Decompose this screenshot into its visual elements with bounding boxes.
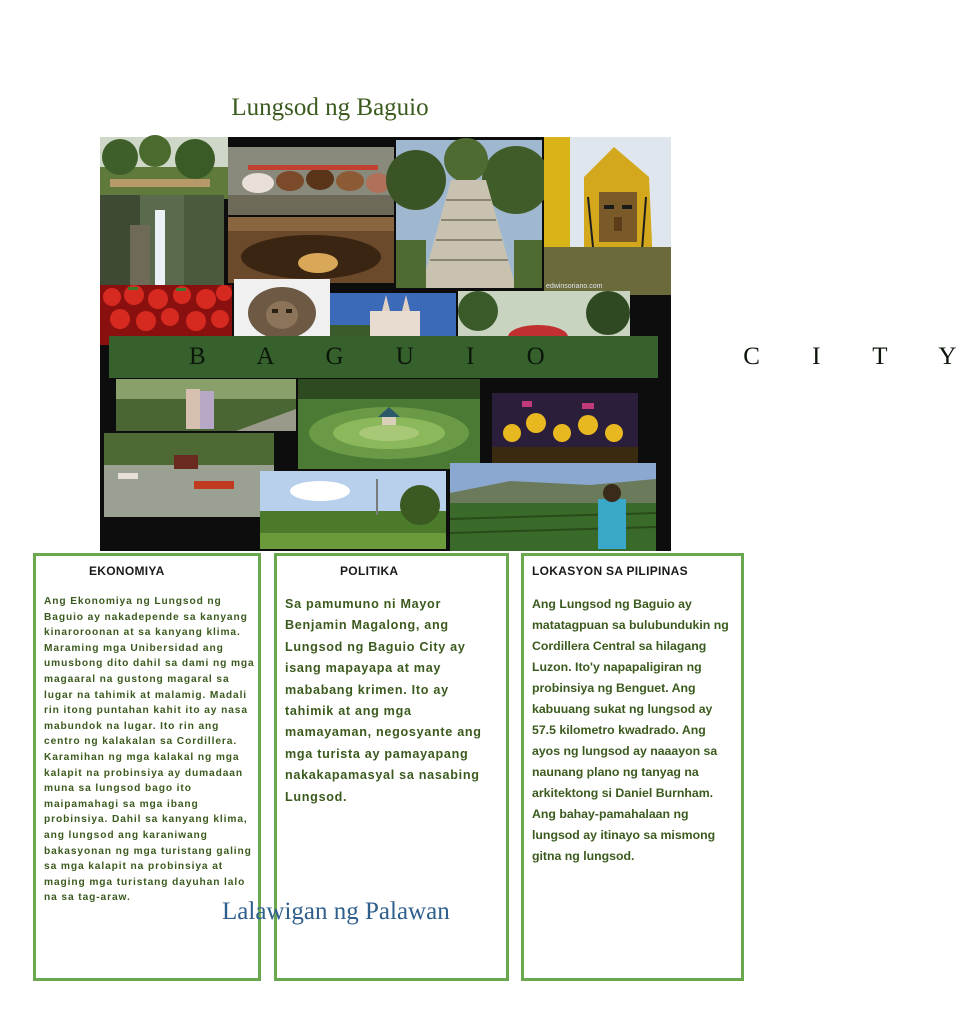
photo-couple-forest (116, 379, 296, 431)
photo-landscape (260, 471, 446, 549)
section-heading: LOKASYON SA PILIPINAS (532, 564, 688, 578)
banner-title: B A G U I O C I T Y (189, 343, 979, 370)
photo-lion-head (234, 279, 330, 337)
section-heading: POLITIKA (340, 564, 399, 578)
photo-horses (228, 147, 394, 215)
section-body: Sa pamumuno ni Mayor Benjamin Magalong, ang Lungsod ng Baguio City ay isang mapayapa at may mababang krimen. Ito ay tahimik at ang mga mamayaman, negosyante ang mga turista ay pamayapang nakakapamasyal sa nasabing Lungsod. (285, 597, 482, 804)
photo-flower-dancers (492, 393, 638, 463)
section-body: Ang Lungsod ng Baguio ay matatagpuan sa bulubundukin ng Cordillera Central sa hilagang Luzon. Ito'y napapaligiran ng probinsiya ng Benguet. Ang kabuuang sukat ng lungsod ay 57.5 kilometro kwadrado. Ang ayos ng lungsod ay naaayon sa naunang plano ng tanyag na arkitektong si Daniel Burnham. Ang bahay-pamahalaan ng lungsod ay itinayo sa mismong gitna ng lungsod. (532, 597, 729, 863)
photo-park-garden (298, 379, 480, 469)
page-title: Lungsod ng Baguio (231, 94, 429, 121)
photo-credit: edwinsoriano.com (546, 283, 603, 290)
photo-pine-hill (100, 137, 228, 199)
photo-cathedral (330, 293, 456, 337)
section-heading: EKONOMIYA (89, 564, 165, 578)
overlay-title: Lalawigan ng Palawan (222, 898, 450, 925)
photo-flower-float (544, 137, 671, 295)
photo-strawberry-farm (450, 463, 656, 551)
banner (109, 336, 979, 378)
photo-cave (228, 217, 394, 283)
section-body: Ang Ekonomiya ng Lungsod ng Baguio ay nakadepende sa kanyang kinaroroonan at sa kanyang klima. Maraming mga Unibersidad ang umusbong dito dahil sa dami ng mga magaaral na gustong magaral sa lugar na tahimik at malamig. Madali rin itong puntahan kahit ito ay nasa mabundok na lugar. Ito rin ang centro ng kalakalan sa Cordillera. Karamihan ng mga kalakal ng mga kalapit na probinsiya ay dumadaan muna sa lungsod bago ito maipamahagi sa mga ibang probinsiya. Dahil sa kanyang klima, ang lungsod ang karaniwang bakasyonan ng mga turistang galing sa mga kalapit na probinsiya at maging mga turistang dayuhan lalo na sa tag-araw. (44, 596, 255, 904)
photo-waterfall (100, 195, 224, 285)
photo-grotto-stairs (396, 140, 542, 288)
photo-trees (458, 291, 630, 337)
photo-lake-boats (104, 433, 274, 517)
section-lokasyon (521, 553, 744, 981)
